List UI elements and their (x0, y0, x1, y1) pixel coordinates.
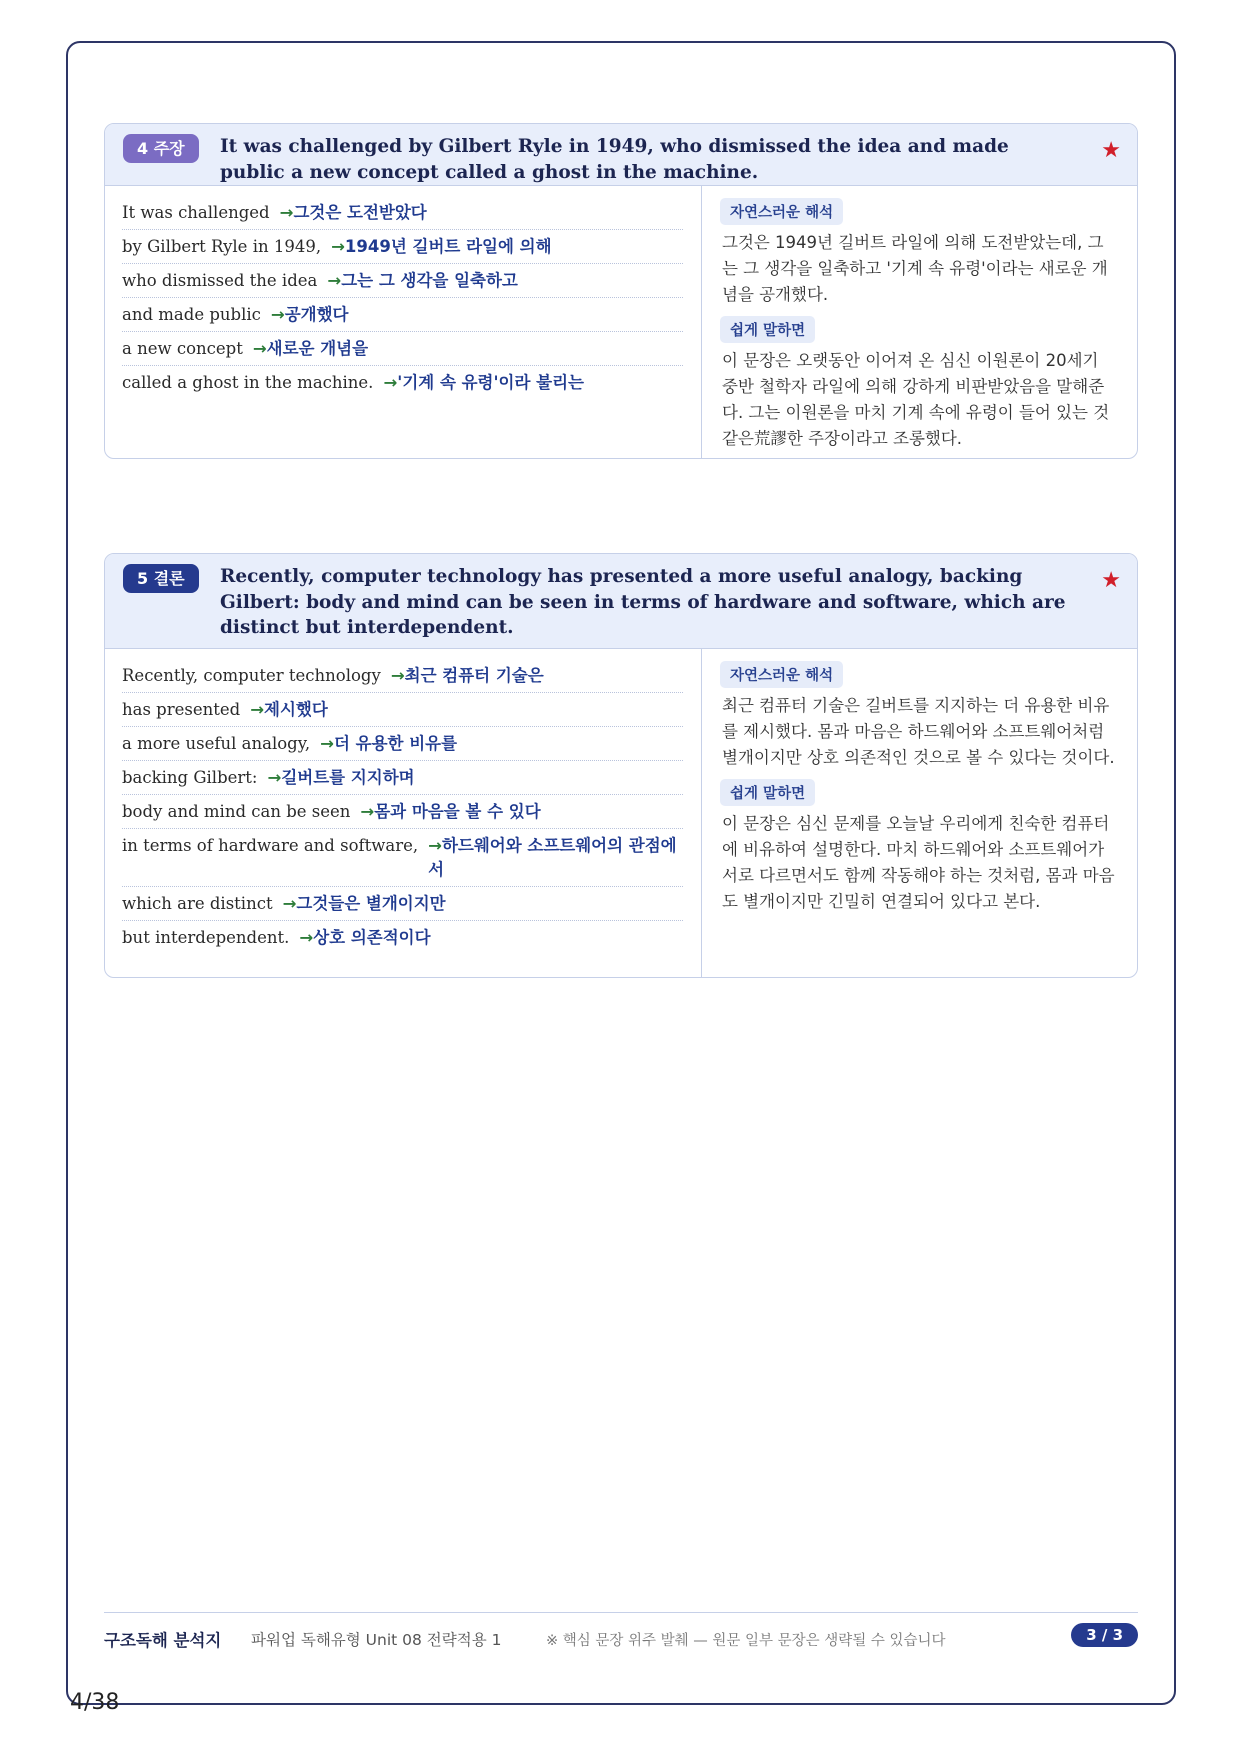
chunk-english: a more useful analogy, (122, 734, 311, 753)
chunk-korean-text: 더 유용한 비유를 (333, 734, 458, 753)
footer-note: ※ 핵심 문장 위주 발췌 — 원문 일부 문장은 생략될 수 있습니다 (546, 1633, 946, 1649)
translation-panel (702, 649, 1137, 977)
chunk-row (122, 366, 683, 399)
chunk-english: called a ghost in the machine. (122, 373, 374, 392)
chunk-english: by Gilbert Ryle in 1949, (122, 237, 322, 256)
chunk-row (122, 332, 683, 366)
chunk-korean-text: 제시했다 (264, 700, 328, 719)
star-icon: ★ (1101, 568, 1121, 593)
chunk-row (122, 761, 683, 795)
sentence-header (105, 554, 1137, 649)
page-counter: 4/38 (70, 1690, 120, 1715)
arrow-icon: → (279, 203, 294, 222)
arrow-icon: → (252, 339, 267, 358)
chunk-english: has presented (122, 700, 241, 719)
chunk-row (122, 264, 683, 298)
chunk-english: and made public (122, 305, 261, 324)
star-icon: ★ (1101, 138, 1121, 163)
chunk-korean-text: 공개했다 (284, 305, 349, 324)
chunk-korean (327, 269, 517, 293)
chunk-korean (299, 926, 430, 950)
chunk-english: body and mind can be seen (122, 802, 351, 821)
chunk-english: Recently, computer technology (122, 666, 381, 685)
page-number-badge: 3 / 3 (1071, 1623, 1138, 1647)
easy-explanation-text: 이 문장은 심신 문제를 오늘날 우리에게 친숙한 컴퓨터에 비유하여 설명한다. 마치 하드웨어와 소프트웨어가 서로 다르면서도 함께 작동해야 하는 것처럼, 몸과 마음도 별개이지만 긴밀히 연결되어 있다고 본다. (722, 814, 1115, 911)
arrow-icon: → (267, 768, 282, 787)
arrow-icon: → (360, 802, 375, 821)
chunk-english: in terms of hardware and software, (122, 836, 419, 855)
chunk-english: a new concept (122, 339, 243, 358)
chunk-row (122, 829, 683, 887)
chunk-korean (280, 201, 427, 225)
chunk-korean (320, 732, 457, 756)
chunk-english: which are distinct (122, 894, 273, 913)
section-tag: 5 결론 (123, 564, 199, 593)
chunk-list (105, 649, 702, 977)
arrow-icon: → (299, 928, 314, 947)
key-sentence: It was challenged by Gilbert Ryle in 1949, who dismissed the idea and made public a new concept called a ghost in the machine. (220, 136, 1009, 183)
chunk-korean-text: '기계 속 유령'이라 불리는 (397, 373, 584, 392)
chunk-korean (250, 698, 328, 722)
arrow-icon: → (270, 305, 285, 324)
chunk-row (122, 887, 683, 921)
chunk-row (122, 659, 683, 693)
chunk-korean-text: 최근 컴퓨터 기술은 (404, 666, 544, 685)
chunk-korean (360, 800, 540, 824)
chunk-korean (331, 235, 551, 259)
footer-subtitle: 파워업 독해유형 Unit 08 전략적용 1 (251, 1631, 502, 1649)
chunk-row (122, 727, 683, 761)
chunk-korean-text: 몸과 마음을 볼 수 있다 (374, 802, 541, 821)
key-sentence: Recently, computer technology has presented a more useful analogy, backing Gilbert: body and mind can be seen in terms of hardware and software, which are distinct but interdependent. (220, 566, 1066, 638)
chunk-english: but interdependent. (122, 928, 290, 947)
natural-translation-text: 최근 컴퓨터 기술은 길버트를 지지하는 더 유용한 비유를 제시했다. 몸과 마음은 하드웨어와 소프트웨어처럼 별개이지만 상호 의존적인 것으로 볼 수 있다는 것이다. (722, 696, 1115, 767)
sentence-header (105, 124, 1137, 186)
natural-translation-text: 그것은 1949년 길버트 라일에 의해 도전받았는데, 그는 그 생각을 일축하고 '기계 속 유령'이라는 새로운 개념을 공개했다. (722, 233, 1108, 304)
chunk-english: It was challenged (122, 203, 270, 222)
footer (104, 1612, 1138, 1650)
chunk-korean-text: 하드웨어와 소프트웨어의 관점에서 (428, 836, 677, 879)
chunk-korean (268, 766, 415, 790)
chunk-row (122, 795, 683, 829)
chunk-korean-text: 그는 그 생각을 일축하고 (341, 271, 518, 290)
chunk-korean (253, 337, 368, 361)
chunk-korean (383, 371, 584, 395)
arrow-icon: → (390, 666, 405, 685)
footer-title: 구조독해 분석지 (104, 1631, 222, 1650)
arrow-icon: → (383, 373, 398, 392)
chunk-english: who dismissed the idea (122, 271, 318, 290)
chunk-row (122, 921, 683, 954)
arrow-icon: → (428, 836, 442, 855)
chunk-korean (428, 834, 683, 882)
easy-explanation-label: 쉽게 말하면 (720, 779, 815, 806)
chunk-korean (271, 303, 349, 327)
chunk-korean-text: 길버트를 지지하며 (281, 768, 415, 787)
chunk-row (122, 693, 683, 727)
arrow-icon: → (327, 271, 342, 290)
chunk-korean (283, 892, 446, 916)
chunk-korean-text: 상호 의존적이다 (313, 928, 431, 947)
chunk-row (122, 196, 683, 230)
chunk-english: backing Gilbert: (122, 768, 258, 787)
chunk-korean-text: 그것들은 별개이지만 (296, 894, 446, 913)
chunk-row (122, 298, 683, 332)
easy-explanation-text: 이 문장은 오랫동안 이어져 온 심신 이원론이 20세기 중반 철학자 라일에 의해 강하게 비판받았음을 말해준다. 그는 이원론을 마치 기계 속에 유령이 들어 있는 것 같은荒謬한 주장이라고 조롱했다. (722, 351, 1110, 448)
natural-translation-label: 자연스러운 해석 (720, 661, 843, 688)
translation-panel (702, 186, 1137, 458)
arrow-icon: → (250, 700, 265, 719)
easy-explanation-label: 쉽게 말하면 (720, 316, 815, 343)
arrow-icon: → (282, 894, 297, 913)
chunk-korean-text: 1949년 길버트 라일에 의해 (344, 237, 552, 256)
analysis-block-5 (104, 553, 1138, 978)
chunk-korean-text: 새로운 개념을 (266, 339, 369, 358)
section-tag: 4 주장 (123, 134, 199, 163)
chunk-row (122, 230, 683, 264)
chunk-korean-text: 그것은 도전받았다 (293, 203, 427, 222)
natural-translation-label: 자연스러운 해석 (720, 198, 843, 225)
chunk-korean (391, 664, 544, 688)
chunk-list (105, 186, 702, 458)
analysis-block-4 (104, 123, 1138, 459)
arrow-icon: → (320, 734, 334, 753)
arrow-icon: → (331, 237, 345, 256)
